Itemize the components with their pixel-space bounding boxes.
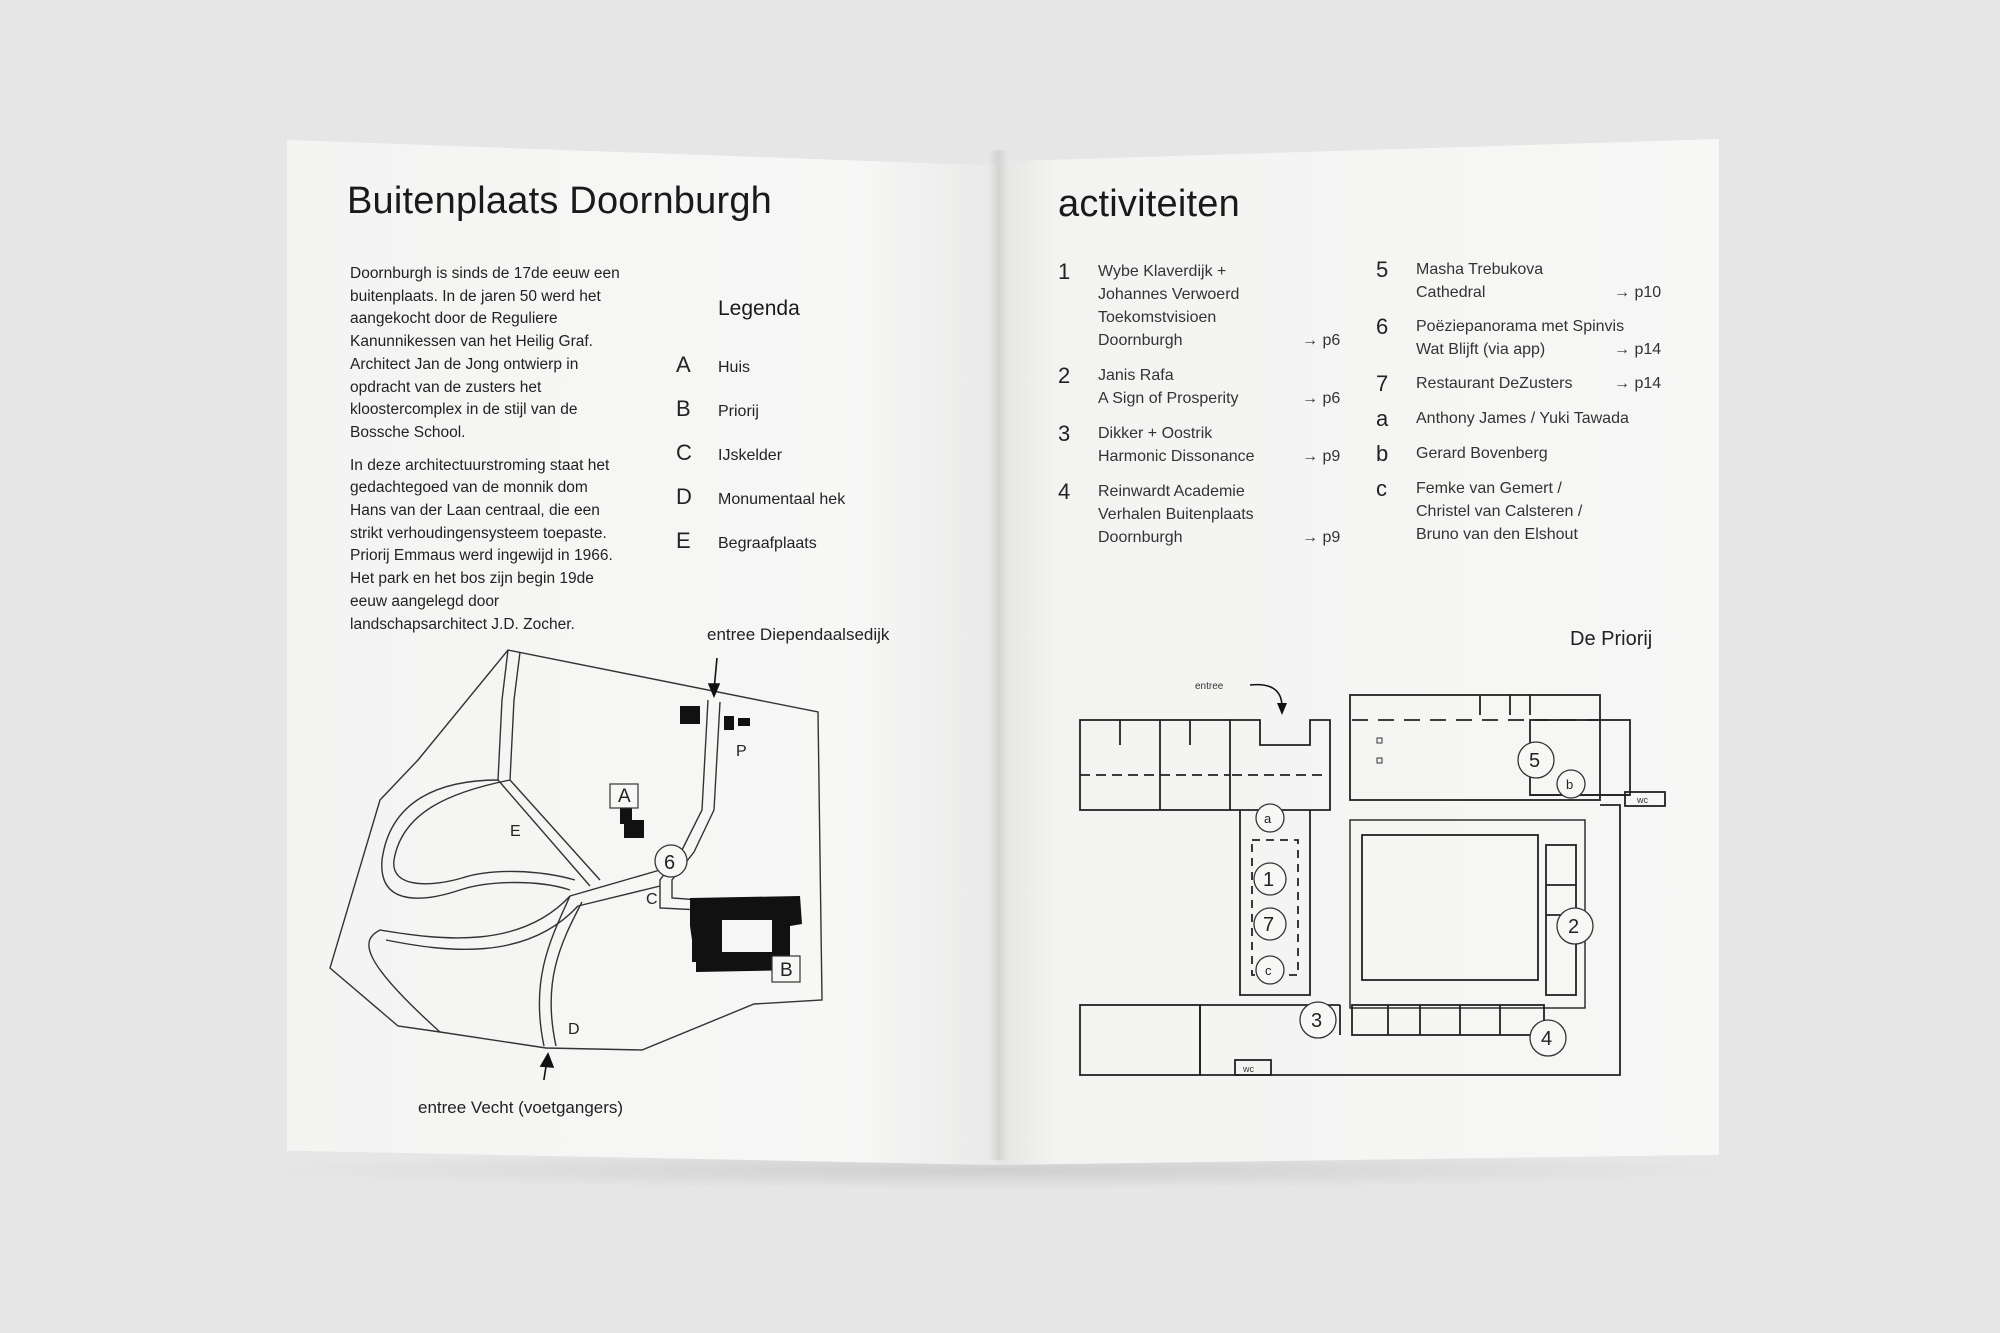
activity-item	[1058, 260, 1368, 352]
legend-key: A	[676, 352, 691, 377]
activity-text	[1416, 477, 1636, 546]
activity-text	[1098, 422, 1318, 468]
intro-text	[350, 263, 625, 646]
floorplan-marker-a: a	[1264, 811, 1272, 826]
activity-line: Johannes Verwoerd	[1098, 286, 1240, 303]
legend-item	[676, 352, 916, 396]
activity-page-ref: → p6	[1302, 332, 1341, 349]
floorplan-marker-1: 1	[1263, 869, 1275, 891]
activity-item	[1058, 364, 1368, 410]
floorplan-marker-c: c	[1265, 963, 1272, 978]
floorplan-marker-b: b	[1566, 777, 1574, 792]
activity-page-ref: → p14	[1614, 341, 1662, 358]
activity-item	[1376, 407, 1686, 430]
activity-line: Christel van Calsteren /	[1416, 503, 1583, 520]
priorij-floorplan	[1070, 675, 1680, 1085]
legend-key: B	[676, 396, 691, 421]
activity-text	[1416, 372, 1636, 395]
activity-item	[1376, 315, 1686, 361]
map-label-a: A	[618, 786, 631, 807]
map-label-e: E	[510, 823, 521, 840]
activity-page-ref: → p10	[1614, 284, 1662, 301]
activity-line: Wat Blijft (via app)	[1416, 341, 1546, 358]
activity-text	[1416, 258, 1636, 304]
book-gutter	[988, 150, 1008, 1160]
activity-line: Reinwardt Academie	[1098, 483, 1245, 500]
activity-page-ref: → p9	[1302, 529, 1341, 546]
legend-label: Priorij	[718, 403, 759, 420]
activity-text	[1416, 407, 1636, 430]
legend-title: Legenda	[718, 297, 800, 320]
map-label-c: C	[646, 891, 658, 908]
intro-paragraph-1: Doornburgh is sinds de 17de eeuw een buitenplaats. In de jaren 50 werd het aangekocht door de Reguliere Kanunnikessen van het Heilig Graf. Architect Jan de Jong ontwierp in opdracht van de zusters het kloostercomplex in de stijl van de Bossche School.	[350, 265, 620, 441]
activities-title: activiteiten	[1058, 183, 1240, 225]
map-label-p: P	[736, 743, 747, 760]
activity-item	[1376, 442, 1686, 465]
activity-page-ref: → p9	[1302, 448, 1341, 465]
legend-item	[676, 440, 916, 484]
floorplan-entrance-label: entree	[1195, 681, 1224, 692]
activity-number: 5	[1376, 257, 1389, 282]
intro-paragraph-2: In deze architectuurstroming staat het gedachtegoed van de monnik dom Hans van der Laan centraal, die een strikt verhoudingensysteem toepaste. Priorij Emmaus werd ingewijd in 1966. Het park en het bos zijn begin 19de eeuw aangelegd door landschapsarchitect J.D. Zocher.	[350, 456, 613, 633]
activity-line: Dikker + Oostrik	[1098, 425, 1213, 442]
activity-item	[1376, 477, 1686, 546]
activity-number: a	[1376, 406, 1389, 431]
activity-number: 4	[1058, 479, 1071, 504]
activity-item	[1058, 422, 1368, 468]
activity-number: b	[1376, 441, 1389, 466]
legend-item	[676, 396, 916, 440]
activity-text	[1416, 442, 1636, 465]
activities-list-left	[1058, 260, 1358, 560]
activity-page-ref: → p6	[1302, 390, 1341, 407]
activity-line: Janis Rafa	[1098, 367, 1174, 384]
legend-key: D	[676, 484, 692, 509]
activity-text	[1416, 315, 1636, 361]
map-label-b: B	[780, 960, 793, 981]
map-marker-6: 6	[664, 852, 676, 874]
activity-number: c	[1376, 476, 1387, 501]
estate-boundary	[330, 650, 822, 1050]
floorplan-marker-7: 7	[1263, 914, 1275, 936]
activity-page-ref: → p14	[1614, 375, 1662, 392]
floorplan-marker-2: 2	[1568, 916, 1580, 938]
activity-text	[1098, 260, 1318, 352]
activity-line: Gerard Bovenberg	[1416, 445, 1548, 462]
activity-line: Masha Trebukova	[1416, 261, 1544, 278]
activity-text	[1098, 480, 1318, 549]
activities-list-right	[1376, 258, 1686, 568]
floorplan-marker-3: 3	[1311, 1010, 1323, 1032]
activity-item	[1376, 258, 1686, 304]
legend-list	[676, 352, 916, 572]
estate-map	[320, 640, 840, 1080]
activity-line: Restaurant DeZusters	[1416, 375, 1573, 392]
activity-number: 7	[1376, 371, 1389, 396]
activity-line: Poëziepanorama met Spinvis	[1416, 318, 1625, 335]
legend-item	[676, 528, 916, 572]
legend-label: Huis	[718, 359, 751, 376]
activity-line: Harmonic Dissonance	[1098, 448, 1255, 465]
activity-line: Doornburgh	[1098, 332, 1183, 349]
legend-key: C	[676, 440, 692, 465]
floorplan-title: De Priorij	[1570, 628, 1653, 650]
activity-line: A Sign of Prosperity	[1098, 390, 1239, 407]
activity-line: Bruno van den Elshout	[1416, 526, 1578, 543]
legend-item	[676, 484, 916, 528]
legend-label: IJskelder	[718, 447, 783, 464]
activity-item	[1058, 480, 1368, 549]
map-label-d: D	[568, 1021, 580, 1038]
wc-label-bottom: wc	[1243, 1064, 1254, 1074]
floorplan-marker-5: 5	[1529, 750, 1541, 772]
activity-line: Toekomstvisioen	[1098, 309, 1217, 326]
legend-label: Begraafplaats	[718, 535, 817, 552]
page-title: Buitenplaats Doornburgh	[347, 180, 772, 222]
entrance-bottom-label: entree Vecht (voetgangers)	[418, 1098, 624, 1117]
activity-line: Anthony James / Yuki Tawada	[1416, 410, 1629, 427]
activity-line: Femke van Gemert /	[1416, 480, 1562, 497]
activity-line: Doornburgh	[1098, 529, 1183, 546]
activity-number: 3	[1058, 421, 1071, 446]
entrance-top-label: entree Diependaalsedijk	[707, 625, 890, 644]
legend-key: E	[676, 528, 691, 553]
buildings	[620, 706, 750, 838]
activity-item	[1376, 372, 1686, 395]
wc-label-right: wc	[1637, 795, 1648, 805]
activity-line: Wybe Klaverdijk +	[1098, 263, 1227, 280]
activity-text	[1098, 364, 1318, 410]
legend-label: Monumentaal hek	[718, 491, 846, 508]
activity-line: Verhalen Buitenplaats	[1098, 506, 1254, 523]
floorplan-marker-4: 4	[1541, 1028, 1553, 1050]
activity-number: 6	[1376, 314, 1389, 339]
activity-line: Cathedral	[1416, 284, 1486, 301]
activity-number: 2	[1058, 363, 1071, 388]
activity-number: 1	[1058, 259, 1071, 284]
